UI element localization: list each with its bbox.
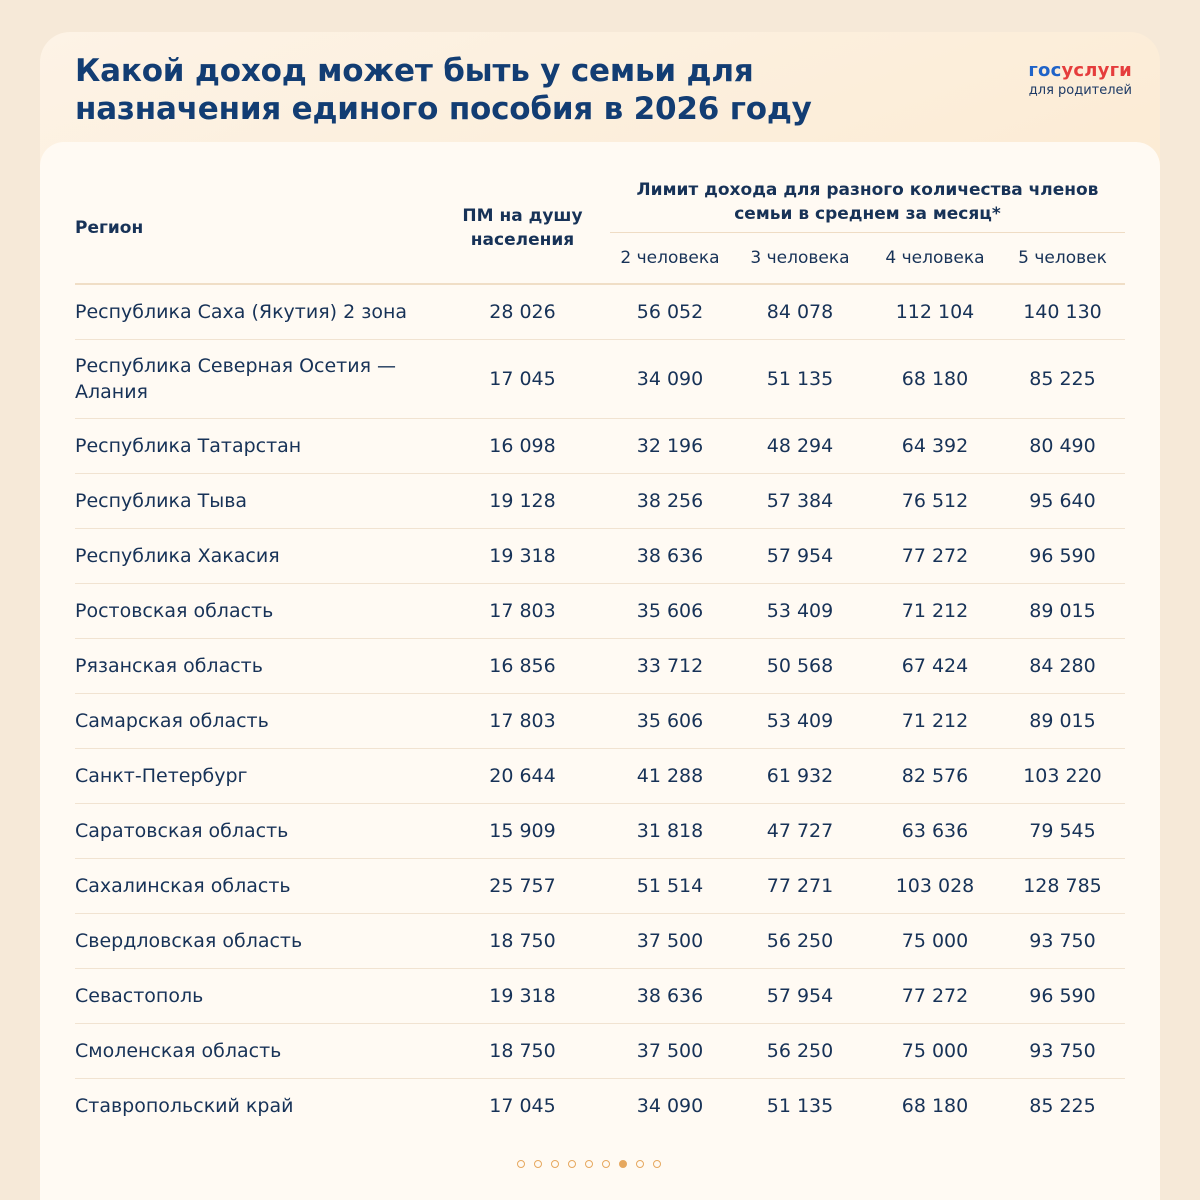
cell-2-persons: 38 256: [610, 474, 730, 529]
cell-3-persons: 53 409: [730, 584, 870, 639]
pagination-dot[interactable]: [653, 1160, 661, 1168]
cell-5-persons: 85 225: [1000, 340, 1125, 419]
cell-2-persons: 34 090: [636, 1095, 704, 1117]
cell-5-persons: 84 280: [1000, 639, 1125, 694]
cell-pm: 19 318: [435, 529, 610, 584]
cell-region: Севастополь: [75, 969, 435, 1024]
cell-pm: 17 803: [435, 694, 610, 749]
cell-2-persons: 37 500: [610, 1024, 730, 1079]
cell-4-persons: 75 000: [870, 1024, 1000, 1079]
cell-pm: 15 909: [435, 804, 610, 859]
cell-4-persons: 67 424: [870, 639, 1000, 694]
pagination-dot[interactable]: [568, 1160, 576, 1168]
pagination-dot[interactable]: [585, 1160, 593, 1168]
cell-pm: 28 026: [435, 284, 610, 340]
cell-3-persons: 50 568: [730, 639, 870, 694]
cell-3-persons: 77 271: [730, 859, 870, 914]
cell-4-persons: 103 028: [870, 859, 1000, 914]
brand-name-part2: услуги: [1061, 60, 1132, 81]
cell-5-persons: 96 590: [1000, 529, 1125, 584]
table-row: [75, 1079, 1125, 1134]
table-row: [75, 804, 1125, 859]
cell-4-persons: 63 636: [870, 804, 1000, 859]
cell-4-persons: 82 576: [870, 749, 1000, 804]
cell-2-persons: 33 712: [610, 639, 730, 694]
cell-3-persons: 56 250: [730, 1024, 870, 1079]
pagination-dot[interactable]: [534, 1160, 542, 1168]
brand-name: [1000, 60, 1132, 82]
cell-5-persons: 96 590: [1000, 969, 1125, 1024]
brand-name-part1: гос: [1028, 60, 1062, 81]
pagination-dots: [517, 1160, 661, 1168]
cell-2-persons: 35 606: [610, 694, 730, 749]
cell-region: Ставропольский край: [75, 1095, 294, 1117]
cell-5-persons: 103 220: [1000, 749, 1125, 804]
cell-4-persons: 77 272: [870, 529, 1000, 584]
cell-4-persons: 77 272: [870, 969, 1000, 1024]
header-limit: Лимит дохода для разного количества членов семьи в среднем за месяц*: [610, 172, 1125, 233]
cell-pm: 16 098: [435, 419, 610, 474]
pagination-dot[interactable]: [636, 1160, 644, 1168]
pagination-dot[interactable]: [619, 1160, 627, 1168]
header-5-persons: 5 человек: [1000, 233, 1125, 285]
gosuslugi-logo: [1000, 60, 1132, 99]
table-header: [75, 172, 1125, 284]
cell-3-persons: 61 932: [730, 749, 870, 804]
cell-3-persons: 53 409: [730, 694, 870, 749]
cell-4-persons: 68 180: [870, 340, 1000, 419]
table-row: [75, 749, 1125, 804]
cell-region: Свердловская область: [75, 914, 435, 969]
cell-region: Республика Хакасия: [75, 529, 435, 584]
pagination-dot[interactable]: [551, 1160, 559, 1168]
table-row: [75, 474, 1125, 529]
header-3-persons: 3 человека: [730, 233, 870, 285]
cell-3-persons: 57 954: [730, 969, 870, 1024]
cell-4-persons: 68 180: [901, 1095, 969, 1117]
cell-pm: 19 128: [435, 474, 610, 529]
table-row: [75, 284, 1125, 340]
cell-region: Саратовская область: [75, 804, 435, 859]
cell-2-persons: 38 636: [610, 529, 730, 584]
header-2-persons: 2 человека: [610, 233, 730, 285]
cell-region: Ростовская область: [75, 584, 435, 639]
cell-pm: 17 045: [489, 1095, 556, 1117]
cell-5-persons: 79 545: [1000, 804, 1125, 859]
cell-5-persons: 128 785: [1000, 859, 1125, 914]
cell-2-persons: 35 606: [610, 584, 730, 639]
cell-5-persons: 89 015: [1000, 694, 1125, 749]
cell-2-persons: 51 514: [610, 859, 730, 914]
cell-pm: 17 803: [435, 584, 610, 639]
cell-4-persons: 64 392: [870, 419, 1000, 474]
cell-region: Республика Тыва: [75, 474, 435, 529]
cell-pm: 18 750: [435, 914, 610, 969]
cell-3-persons: 56 250: [730, 914, 870, 969]
cell-2-persons: 56 052: [610, 284, 730, 340]
table-row: [75, 584, 1125, 639]
cell-2-persons: 34 090: [610, 340, 730, 419]
cell-3-persons: 47 727: [730, 804, 870, 859]
header-pm: ПМ на душу населения: [435, 172, 610, 284]
page-title: Какой доход может быть у семьи для назначения единого пособия в 2026 году: [75, 53, 812, 127]
table-row: [75, 529, 1125, 584]
cell-5-persons: 80 490: [1000, 419, 1125, 474]
pagination-dot[interactable]: [517, 1160, 525, 1168]
header-region: Регион: [75, 172, 435, 284]
header-4-persons: 4 человека: [870, 233, 1000, 285]
cell-4-persons: 75 000: [870, 914, 1000, 969]
cell-5-persons: 85 225: [1029, 1095, 1096, 1117]
cell-2-persons: 32 196: [610, 419, 730, 474]
cell-region: Санкт-Петербург: [75, 749, 435, 804]
pagination-dot[interactable]: [602, 1160, 610, 1168]
cell-region: Республика Татарстан: [75, 419, 435, 474]
cell-4-persons: 71 212: [870, 584, 1000, 639]
cell-3-persons: 48 294: [730, 419, 870, 474]
cell-2-persons: 31 818: [610, 804, 730, 859]
cell-2-persons: 38 636: [610, 969, 730, 1024]
income-limit-table: [75, 172, 1125, 1133]
cell-3-persons: 57 384: [730, 474, 870, 529]
table-row: [75, 694, 1125, 749]
cell-5-persons: 89 015: [1000, 584, 1125, 639]
table-row: [75, 340, 1125, 419]
cell-region: Рязанская область: [75, 639, 435, 694]
cell-region: Сахалинская область: [75, 859, 435, 914]
cell-pm: 25 757: [435, 859, 610, 914]
cell-5-persons: 93 750: [1000, 1024, 1125, 1079]
cell-5-persons: 95 640: [1000, 474, 1125, 529]
table-row: [75, 914, 1125, 969]
table-body: [75, 284, 1125, 1133]
cell-pm: 19 318: [435, 969, 610, 1024]
cell-pm: 18 750: [435, 1024, 610, 1079]
cell-region: Республика Северная Осетия — Алания: [75, 340, 435, 419]
cell-pm: 17 045: [435, 340, 610, 419]
brand-subtitle: для родителей: [1028, 83, 1132, 98]
table-row: [75, 1024, 1125, 1079]
table-row: [75, 969, 1125, 1024]
cell-region: Смоленская область: [75, 1024, 435, 1079]
cell-3-persons: 51 135: [766, 1095, 834, 1117]
cell-region: Самарская область: [75, 694, 435, 749]
cell-3-persons: 51 135: [730, 340, 870, 419]
cell-5-persons: 140 130: [1000, 284, 1125, 340]
cell-3-persons: 57 954: [730, 529, 870, 584]
cell-3-persons: 84 078: [730, 284, 870, 340]
cell-4-persons: 112 104: [870, 284, 1000, 340]
cell-pm: 20 644: [435, 749, 610, 804]
table-card: [40, 142, 1160, 1200]
cell-4-persons: 76 512: [870, 474, 1000, 529]
cell-4-persons: 71 212: [870, 694, 1000, 749]
table-row: [75, 639, 1125, 694]
cell-2-persons: 41 288: [610, 749, 730, 804]
cell-region: Республика Саха (Якутия) 2 зона: [75, 284, 435, 340]
table-row: [75, 419, 1125, 474]
cell-2-persons: 37 500: [610, 914, 730, 969]
cell-5-persons: 93 750: [1000, 914, 1125, 969]
table-row: [75, 859, 1125, 914]
cell-pm: 16 856: [435, 639, 610, 694]
